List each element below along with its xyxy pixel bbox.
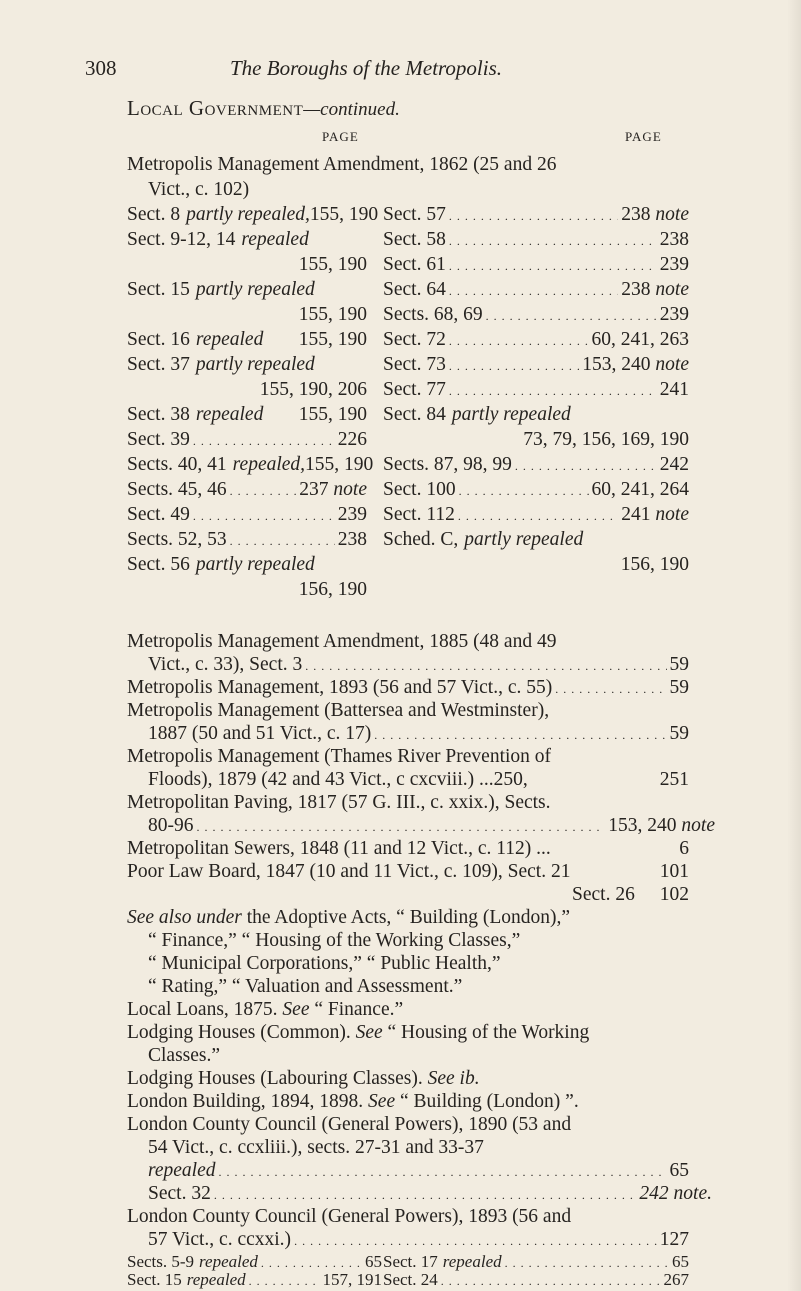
- page-ref: 65: [365, 1252, 382, 1271]
- dot-leader: [305, 654, 666, 678]
- dot-leader: [294, 1229, 657, 1253]
- entry-label: Sect. 15: [127, 279, 190, 300]
- page-ref: 6: [679, 838, 689, 859]
- entry-label: Sects. 40, 41: [127, 454, 227, 475]
- act-1862-title-cont: Vict., c. 102): [148, 179, 250, 200]
- page-ref: 155, 190: [298, 329, 367, 350]
- entry-label: Sect. 39: [127, 429, 190, 450]
- index-entry: [383, 428, 689, 452]
- dot-leader: [197, 815, 606, 839]
- entry-label: Sect. 15: [127, 1270, 182, 1289]
- running-title: The Boroughs of the Metropolis.: [230, 56, 503, 80]
- dot-leader: [515, 454, 657, 478]
- see-also-label: See also under: [127, 907, 242, 928]
- entry-note: repealed: [241, 229, 309, 250]
- page-ref: 237 note: [299, 479, 367, 500]
- page-ref: 155, 190: [298, 254, 367, 275]
- entry-battersea: Metropolis Management (Battersea and Westminster),: [127, 700, 550, 721]
- entry-note: partly repealed: [195, 279, 315, 300]
- page-ref: 155, 190, 206: [259, 379, 367, 400]
- entry-local-loans: [127, 998, 403, 1022]
- index-entry: [383, 253, 689, 278]
- entry-text: repealed: [148, 1160, 216, 1181]
- see-also-text: the Adoptive Acts, “ Building (London),”: [246, 907, 571, 928]
- entry-label: Sect. 64: [383, 279, 446, 300]
- dot-leader: [459, 479, 589, 503]
- page-edge-shadow: [787, 0, 801, 1291]
- entry-thames: Metropolis Management (Thames River Prevention of: [127, 746, 552, 767]
- entry-lcc-1890-s32: [148, 1182, 712, 1207]
- entry-note: repealed: [195, 404, 264, 425]
- page-ref: 239: [659, 254, 689, 275]
- index-entry: [127, 328, 367, 352]
- entry-text: Floods), 1879 (42 and 43 Vict., c cxcviii.) ...250,: [148, 769, 528, 790]
- entry-poor-law: [127, 860, 689, 884]
- page-ref: 59: [669, 677, 689, 698]
- see-label: See: [355, 1022, 383, 1043]
- entry-label: Sect. 77: [383, 379, 446, 400]
- entry-note: partly repealed: [451, 404, 571, 425]
- entry-note: partly repealed: [464, 529, 584, 550]
- page-ref: 238 note: [621, 204, 689, 225]
- page-ref: 156, 190: [620, 554, 689, 575]
- page-ref: 153, 240 note: [582, 354, 689, 375]
- index-entry: [383, 478, 689, 503]
- entry-label: Sects. 68, 69: [383, 304, 483, 325]
- entry-label: Sect. 24: [383, 1270, 438, 1289]
- index-entry: [383, 1270, 689, 1291]
- page-number: 308: [85, 56, 117, 80]
- dot-leader: [486, 304, 657, 328]
- page-ref: 102: [659, 884, 689, 905]
- entry-thames-cont: [148, 768, 689, 792]
- page-ref: 65: [669, 1160, 689, 1181]
- entry-text: Vict., c. 33), Sect. 3: [148, 654, 303, 675]
- page-ref: 239: [337, 504, 367, 525]
- page-ref: 65: [672, 1252, 689, 1271]
- entry-label: Sect. 8: [127, 204, 181, 225]
- dot-leader: [449, 229, 657, 253]
- see-target: “ Finance.”: [314, 999, 404, 1020]
- index-entry: [383, 503, 689, 528]
- page-ref: 157, 191: [322, 1270, 382, 1289]
- page-ref: 242: [659, 454, 689, 475]
- index-entry: [383, 328, 689, 353]
- entry-label: Sect. 72: [383, 329, 446, 350]
- dot-leader: [374, 723, 666, 747]
- page-ref: 156, 190: [298, 579, 367, 600]
- page-label-left: PAGE: [322, 129, 359, 144]
- entry-label: Sect. 100: [383, 479, 456, 500]
- dot-leader: [449, 329, 589, 353]
- entry-text: London Building, 1894, 1898.: [127, 1091, 364, 1112]
- dot-leader: [449, 354, 579, 378]
- index-entry: [127, 353, 367, 377]
- entry-label: Sects. 5-9: [127, 1252, 195, 1271]
- entry-paving: Metropolitan Paving, 1817 (57 G. III., c. xxix.), Sects.: [127, 792, 551, 813]
- entry-text: Local Loans, 1875.: [127, 999, 278, 1020]
- entry-text: Lodging Houses (Common).: [127, 1022, 351, 1043]
- index-entry: [383, 353, 689, 378]
- dot-leader: [449, 254, 657, 278]
- entry-label: Sect. 38: [127, 404, 190, 425]
- page-ref: 155, 190: [298, 304, 367, 325]
- entry-paving-cont: [148, 814, 715, 839]
- dot-leader: [449, 379, 657, 403]
- index-entry: [127, 428, 367, 453]
- dot-leader: [249, 1271, 320, 1291]
- entry-note: partly repealed: [195, 354, 315, 375]
- entry-label: Sects. 87, 98, 99: [383, 454, 512, 475]
- entry-label: Sect. 58: [383, 229, 446, 250]
- page-ref: 153, 240 note: [608, 815, 715, 836]
- index-entry: [127, 253, 367, 277]
- entry-label: Sect. 37: [127, 354, 190, 375]
- entry-note: partly repealed: [195, 554, 315, 575]
- page-ref: 155, 190: [298, 404, 367, 425]
- entry-lcc-1890-cont: 54 Vict., c. ccxliii.), sects. 27-31 and 33-37: [148, 1137, 484, 1158]
- index-entry: [383, 403, 689, 427]
- entry-label: Sect. 49: [127, 504, 190, 525]
- index-entry: [127, 403, 367, 427]
- index-entry: [383, 203, 689, 228]
- entry-lcc-1890-repealed: [148, 1159, 689, 1184]
- entry-text: Poor Law Board, 1847 (10 and 11 Vict., c. 109), Sect. 21: [127, 861, 571, 882]
- see-also-cont-1: “ Finance,” “ Housing of the Working Classes,”: [148, 930, 521, 951]
- page-ref: 238 note: [621, 279, 689, 300]
- index-entry: [127, 553, 367, 577]
- page-ref: 59: [669, 723, 689, 744]
- index-entry: [127, 228, 367, 252]
- section-title: [127, 96, 400, 121]
- entry-text: 57 Vict., c. ccxxi.): [148, 1229, 292, 1250]
- page-ref: 226: [337, 429, 367, 450]
- page-ref: 127: [659, 1229, 689, 1250]
- entry-text: 80-96: [148, 815, 194, 836]
- section-continued: —continued.: [303, 99, 400, 120]
- index-entry: [127, 278, 367, 302]
- page-ref: 242 note.: [639, 1183, 712, 1204]
- entry-label: Sched. C,: [383, 529, 459, 550]
- entry-label: Sect. 56: [127, 554, 190, 575]
- page-ref: 239: [659, 304, 689, 325]
- dot-leader: [458, 504, 618, 528]
- entry-label: Sect. 9-12, 14: [127, 229, 236, 250]
- index-entry: [127, 528, 367, 553]
- see-also: [127, 906, 570, 930]
- index-entry: [127, 1270, 382, 1291]
- see-label: See: [282, 999, 310, 1020]
- dot-leader: [230, 529, 335, 553]
- entry-text: Sect. 32: [148, 1183, 211, 1204]
- dot-leader: [214, 1183, 637, 1207]
- page-ref: 238: [337, 529, 367, 550]
- page-ref: 155, 190: [305, 454, 374, 475]
- page-ref: 73, 79, 156, 169, 190: [523, 429, 689, 450]
- page-ref: 238: [659, 229, 689, 250]
- index-entry: [383, 553, 689, 577]
- entry-note: repealed: [186, 1270, 246, 1289]
- entry-lodging-common-cont: Classes.”: [148, 1045, 221, 1066]
- see-label: See ib.: [427, 1068, 480, 1089]
- page-ref: 60, 241, 264: [591, 479, 689, 500]
- entry-label: Sect. 73: [383, 354, 446, 375]
- page-label-right: PAGE: [625, 129, 662, 144]
- see-also-cont-2: “ Municipal Corporations,” “ Public Health,”: [148, 953, 501, 974]
- entry-note: repealed: [195, 329, 264, 350]
- index-entry: [383, 228, 689, 253]
- index-entry: [127, 453, 374, 477]
- entry-lodging-common: [127, 1021, 589, 1045]
- entry-lcc-1893-cont: [148, 1228, 689, 1253]
- entry-label: Sect. 84: [383, 404, 446, 425]
- entry-note: repealed,: [232, 454, 306, 475]
- page-ref: 267: [663, 1270, 689, 1289]
- see-target: “ Building (London) ”.: [399, 1091, 579, 1112]
- dot-leader: [193, 504, 335, 528]
- entry-text: Metropolitan Sewers, 1848 (11 and 12 Vict., c. 112) ...: [127, 838, 551, 859]
- entry-label: Sect. 57: [383, 204, 446, 225]
- act-1862-title: Metropolis Management Amendment, 1862 (25 and 26: [127, 154, 557, 175]
- page-ref: 60, 241, 263: [591, 329, 689, 350]
- section-title-text: Local Government: [127, 96, 304, 120]
- see-label: See: [368, 1091, 396, 1112]
- index-entry: [127, 378, 367, 402]
- entry-1893: [127, 676, 689, 701]
- dot-leader: [449, 204, 618, 228]
- entry-lcc-1890: London County Council (General Powers), 1890 (53 and: [127, 1114, 572, 1135]
- page-ref: 101: [659, 861, 689, 882]
- page-ref: 59: [669, 654, 689, 675]
- entry-london-building: [127, 1090, 579, 1114]
- dot-leader: [555, 677, 666, 701]
- entry-label: Sect. 16: [127, 329, 190, 350]
- index-entry: [383, 453, 689, 478]
- entry-label: Sect. 61: [383, 254, 446, 275]
- dot-leader: [449, 279, 618, 303]
- entry-text: Sect. 26: [572, 884, 635, 905]
- index-entry: [383, 528, 689, 552]
- dot-leader: [441, 1271, 661, 1291]
- entry-1885: Metropolis Management Amendment, 1885 (48 and 49: [127, 631, 557, 652]
- entry-note: repealed: [199, 1252, 258, 1271]
- index-entry: [127, 578, 367, 602]
- entry-label: Sect. 17: [383, 1252, 438, 1271]
- dot-leader: [219, 1160, 667, 1184]
- page-header: [85, 56, 685, 81]
- dot-leader: [193, 429, 335, 453]
- see-also-cont-3: “ Rating,” “ Valuation and Assessment.”: [148, 976, 463, 997]
- entry-sewers: [127, 837, 689, 861]
- entry-label: Sects. 52, 53: [127, 529, 227, 550]
- index-entry: [127, 478, 367, 503]
- index-entry: [127, 503, 367, 528]
- page-ref: 241 note: [621, 504, 689, 525]
- see-target: “ Housing of the Working: [387, 1022, 590, 1043]
- entry-note: partly repealed,: [186, 204, 310, 225]
- page-ref: 251: [659, 769, 689, 790]
- entry-lodging-labouring: [127, 1067, 480, 1091]
- entry-label: Sects. 45, 46: [127, 479, 227, 500]
- entry-poor-law-s26: [572, 883, 689, 907]
- index-entry: [383, 303, 689, 328]
- index-entry: [127, 303, 367, 327]
- entry-1885-cont: [148, 653, 689, 678]
- entry-note: repealed: [442, 1252, 502, 1271]
- entry-text: Lodging Houses (Labouring Classes).: [127, 1068, 423, 1089]
- page-ref: 241: [659, 379, 689, 400]
- entry-text: Metropolis Management, 1893 (56 and 57 Vict., c. 55): [127, 677, 553, 698]
- dot-leader: [230, 479, 297, 503]
- index-entry: [127, 203, 379, 227]
- entry-label: Sect. 112: [383, 504, 455, 525]
- index-entry: [383, 378, 689, 403]
- entry-lcc-1893: London County Council (General Powers), 1893 (56 and: [127, 1206, 572, 1227]
- entry-text: 1887 (50 and 51 Vict., c. 17): [148, 723, 372, 744]
- index-entry: [383, 278, 689, 303]
- page-ref: 155, 190: [309, 204, 379, 225]
- entry-battersea-cont: [148, 722, 689, 747]
